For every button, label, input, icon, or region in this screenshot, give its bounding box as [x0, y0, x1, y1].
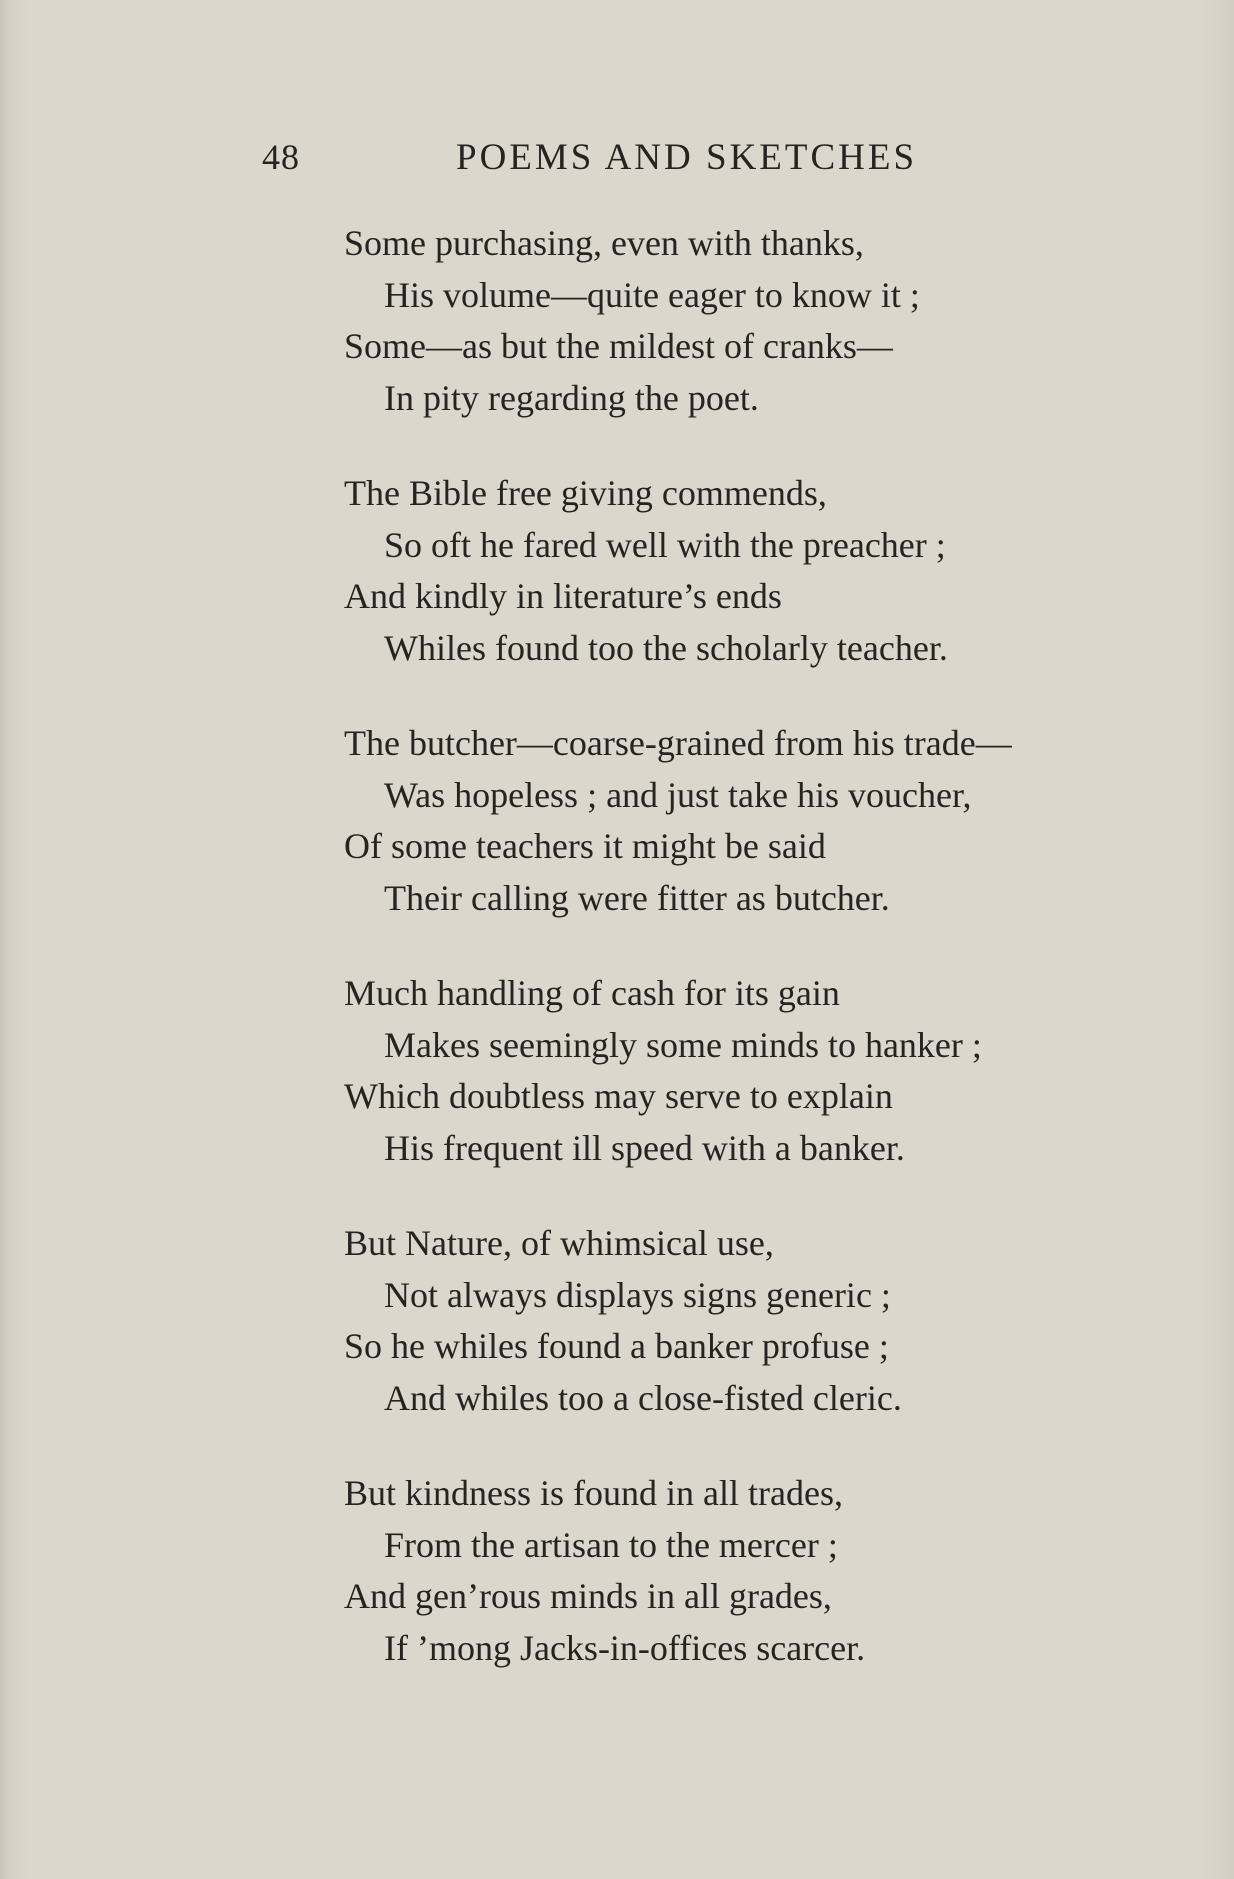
poem-body	[344, 218, 1164, 1718]
poem-line: Was hopeless ; and just take his voucher,	[384, 774, 972, 815]
poem-line: But kindness is found in all trades,	[344, 1473, 843, 1513]
poem-line: And whiles too a close-fisted cleric.	[384, 1377, 902, 1418]
stanza-6	[344, 1468, 1164, 1674]
poem-line: If ’mong Jacks-in-offices scarcer.	[384, 1627, 866, 1668]
page-number: 48	[262, 137, 300, 177]
poem-line: Whiles found too the scholarly teacher.	[384, 627, 948, 668]
poem-line: And gen’rous minds in all grades,	[344, 1576, 832, 1616]
poem-line: Much handling of cash for its gain	[344, 973, 840, 1013]
poem-line: Which doubtless may serve to explain	[344, 1076, 893, 1116]
poem-line: Not always displays signs generic ;	[384, 1274, 891, 1315]
poem-line: Some purchasing, even with thanks,	[344, 223, 864, 263]
poem-line: From the artisan to the mercer ;	[384, 1524, 838, 1565]
stanza-3	[344, 718, 1164, 924]
poem-line: His frequent ill speed with a banker.	[384, 1127, 905, 1168]
stanza-1	[344, 218, 1164, 424]
poem-line: And kindly in literature’s ends	[344, 576, 782, 616]
poem-line: The Bible free giving commends,	[344, 473, 827, 513]
poem-line: But Nature, of whimsical use,	[344, 1223, 774, 1263]
page-header	[0, 136, 1234, 186]
poem-line: So he whiles found a banker profuse ;	[344, 1326, 889, 1366]
poem-line: So oft he fared well with the preacher ;	[384, 524, 946, 565]
poem-line: Makes seemingly some minds to hanker ;	[384, 1024, 982, 1065]
poem-line: His volume—quite eager to know it ;	[384, 274, 920, 315]
poem-line: Of some teachers it might be said	[344, 826, 826, 866]
poem-line: Their calling were fitter as butcher.	[384, 877, 890, 918]
stanza-5	[344, 1218, 1164, 1424]
poem-line: Some—as but the mildest of cranks—	[344, 326, 893, 366]
poem-line: The butcher—coarse-grained from his trade—	[344, 723, 1012, 763]
stanza-4	[344, 968, 1164, 1174]
running-title: POEMS AND SKETCHES	[456, 137, 918, 178]
stanza-2	[344, 468, 1164, 674]
poem-line: In pity regarding the poet.	[384, 377, 759, 418]
